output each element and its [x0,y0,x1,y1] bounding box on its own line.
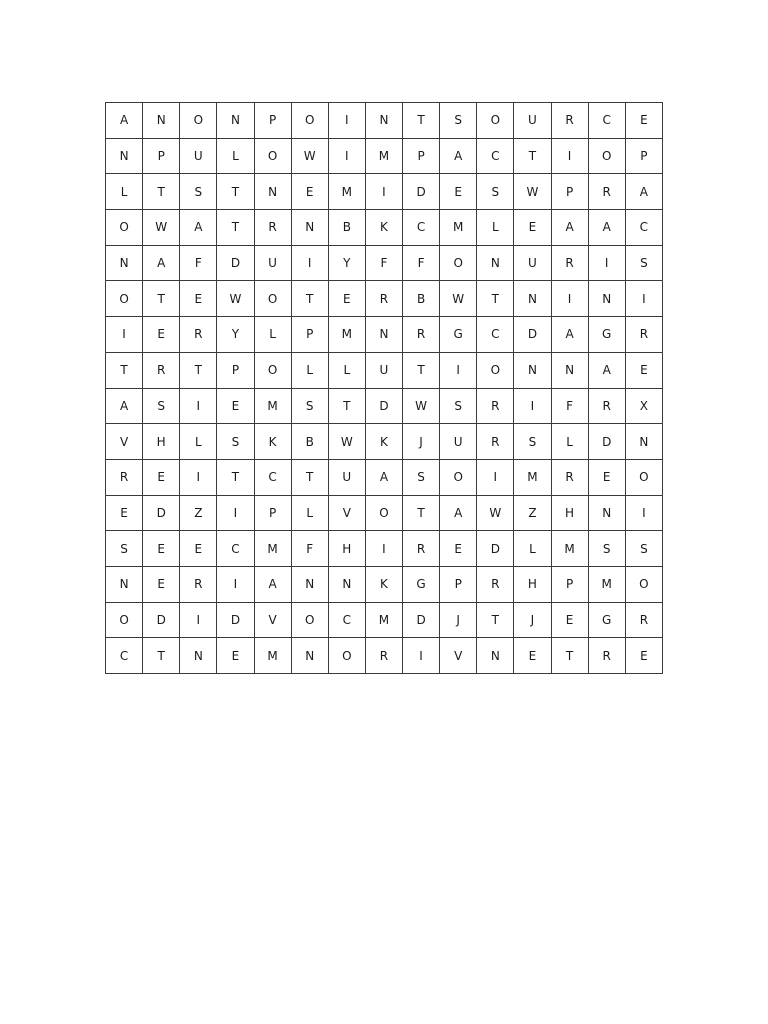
grid-cell: W [328,424,365,460]
grid-cell: V [254,602,291,638]
grid-cell: E [143,531,180,567]
grid-cell: B [291,424,328,460]
grid-cell: E [328,281,365,317]
grid-cell: I [365,174,402,210]
grid-cell: N [106,245,143,281]
grid-cell: D [514,317,551,353]
grid-cell: A [106,103,143,139]
grid-cell: E [143,317,180,353]
word-search-grid [105,102,663,674]
grid-cell: C [254,459,291,495]
grid-cell: E [180,281,217,317]
grid-cell: A [440,495,477,531]
grid-cell: I [328,138,365,174]
grid-cell: G [588,317,625,353]
grid-cell: R [106,459,143,495]
grid-cell: N [551,352,588,388]
grid-cell: H [328,531,365,567]
grid-cell: R [551,459,588,495]
grid-cell: J [403,424,440,460]
grid-row [106,459,663,495]
grid-cell: L [514,531,551,567]
grid-cell: M [551,531,588,567]
grid-cell: A [625,174,662,210]
grid-row [106,352,663,388]
grid-cell: I [217,566,254,602]
grid-cell: L [291,495,328,531]
grid-row [106,174,663,210]
grid-cell: N [588,281,625,317]
grid-cell: G [588,602,625,638]
grid-cell: P [551,566,588,602]
grid-cell: O [106,281,143,317]
grid-cell: U [440,424,477,460]
grid-cell: E [217,638,254,674]
grid-cell: M [254,531,291,567]
grid-cell: R [365,638,402,674]
grid-cell: R [180,317,217,353]
grid-cell: R [365,281,402,317]
grid-cell: T [403,352,440,388]
grid-cell: U [514,103,551,139]
grid-cell: T [217,210,254,246]
grid-cell: S [440,103,477,139]
grid-cell: R [403,317,440,353]
grid-cell: Z [180,495,217,531]
grid-cell: A [254,566,291,602]
grid-cell: O [625,459,662,495]
grid-cell: C [106,638,143,674]
grid-cell: T [403,495,440,531]
grid-cell: K [365,210,402,246]
grid-cell: E [106,495,143,531]
grid-cell: O [477,103,514,139]
grid-row [106,138,663,174]
grid-cell: K [365,566,402,602]
grid-cell: B [328,210,365,246]
grid-cell: S [477,174,514,210]
grid-cell: I [551,281,588,317]
grid-cell: E [625,103,662,139]
grid-cell: N [106,566,143,602]
grid-cell: A [365,459,402,495]
grid-cell: C [625,210,662,246]
grid-cell: N [514,352,551,388]
grid-row [106,103,663,139]
grid-cell: L [106,174,143,210]
grid-cell: T [328,388,365,424]
grid-cell: E [625,352,662,388]
grid-cell: E [551,602,588,638]
grid-cell: O [328,638,365,674]
grid-cell: M [328,174,365,210]
grid-cell: A [551,317,588,353]
grid-cell: P [254,103,291,139]
grid-cell: N [291,210,328,246]
grid-cell: W [143,210,180,246]
grid-cell: P [291,317,328,353]
grid-cell: C [403,210,440,246]
grid-cell: H [551,495,588,531]
grid-cell: K [254,424,291,460]
grid-cell: L [551,424,588,460]
grid-row [106,388,663,424]
grid-cell: R [477,388,514,424]
grid-cell: Z [514,495,551,531]
grid-cell: T [180,352,217,388]
grid-cell: E [514,638,551,674]
grid-cell: T [291,459,328,495]
grid-cell: A [180,210,217,246]
grid-cell: U [180,138,217,174]
grid-cell: C [477,138,514,174]
grid-cell: A [440,138,477,174]
grid-cell: N [365,317,402,353]
grid-cell: B [403,281,440,317]
grid-cell: N [365,103,402,139]
grid-cell: P [440,566,477,602]
grid-cell: L [254,317,291,353]
grid-cell: T [551,638,588,674]
grid-cell: S [106,531,143,567]
grid-cell: O [625,566,662,602]
grid-cell: S [625,531,662,567]
grid-cell: T [403,103,440,139]
grid-cell: R [588,388,625,424]
grid-cell: U [514,245,551,281]
grid-cell: P [551,174,588,210]
grid-cell: C [217,531,254,567]
grid-cell: R [588,638,625,674]
grid-cell: T [143,174,180,210]
grid-cell: L [328,352,365,388]
grid-cell: I [514,388,551,424]
grid-cell: I [365,531,402,567]
grid-cell: M [328,317,365,353]
grid-cell: L [477,210,514,246]
grid-row [106,495,663,531]
grid-cell: E [143,566,180,602]
grid-cell: T [477,602,514,638]
grid-cell: L [291,352,328,388]
grid-cell: Y [217,317,254,353]
grid-cell: O [106,602,143,638]
grid-cell: H [143,424,180,460]
grid-row [106,424,663,460]
grid-cell: F [403,245,440,281]
grid-cell: P [254,495,291,531]
grid-cell: I [328,103,365,139]
grid-cell: F [291,531,328,567]
grid-cell: M [514,459,551,495]
grid-cell: W [217,281,254,317]
grid-cell: S [180,174,217,210]
grid-cell: R [551,103,588,139]
grid-cell: O [477,352,514,388]
grid-cell: E [180,531,217,567]
grid-cell: D [217,245,254,281]
grid-cell: P [217,352,254,388]
grid-cell: R [588,174,625,210]
grid-cell: I [625,495,662,531]
grid-cell: S [217,424,254,460]
grid-cell: U [365,352,402,388]
grid-cell: N [143,103,180,139]
grid-cell: T [143,281,180,317]
grid-cell: V [328,495,365,531]
grid-cell: N [217,103,254,139]
grid-cell: M [588,566,625,602]
grid-cell: J [440,602,477,638]
grid-cell: I [625,281,662,317]
grid-cell: R [477,424,514,460]
grid-cell: N [477,245,514,281]
grid-cell: O [180,103,217,139]
grid-cell: I [403,638,440,674]
grid-cell: E [291,174,328,210]
grid-cell: M [254,388,291,424]
grid-row [106,210,663,246]
grid-cell: H [514,566,551,602]
grid-cell: I [477,459,514,495]
grid-cell: T [217,459,254,495]
grid-cell: N [106,138,143,174]
grid-cell: O [440,459,477,495]
grid-cell: N [625,424,662,460]
grid-cell: W [477,495,514,531]
grid-cell: W [514,174,551,210]
grid-row [106,602,663,638]
grid-cell: J [514,602,551,638]
grid-row [106,317,663,353]
grid-cell: D [143,495,180,531]
grid-cell: O [588,138,625,174]
grid-cell: D [365,388,402,424]
grid-cell: E [588,459,625,495]
grid-cell: T [106,352,143,388]
grid-cell: P [403,138,440,174]
grid-cell: A [551,210,588,246]
grid-cell: O [440,245,477,281]
grid-cell: N [514,281,551,317]
grid-cell: O [254,138,291,174]
grid-cell: A [143,245,180,281]
grid-cell: M [365,138,402,174]
grid-cell: D [477,531,514,567]
grid-cell: R [403,531,440,567]
grid-cell: A [106,388,143,424]
grid-cell: S [143,388,180,424]
grid-cell: I [440,352,477,388]
grid-cell: P [625,138,662,174]
grid-cell: A [588,352,625,388]
grid-cell: R [254,210,291,246]
grid-cell: S [625,245,662,281]
grid-cell: E [217,388,254,424]
grid-cell: I [180,602,217,638]
grid-cell: R [551,245,588,281]
grid-cell: N [291,566,328,602]
grid-cell: Y [328,245,365,281]
grid-cell: L [217,138,254,174]
grid-cell: G [440,317,477,353]
grid-cell: N [328,566,365,602]
grid-cell: E [143,459,180,495]
grid-row [106,638,663,674]
grid-cell: R [477,566,514,602]
grid-cell: T [291,281,328,317]
grid-cell: E [625,638,662,674]
grid-cell: I [180,388,217,424]
grid-cell: N [477,638,514,674]
grid-cell: S [514,424,551,460]
grid-cell: D [403,174,440,210]
grid-row [106,566,663,602]
grid-row [106,281,663,317]
grid-cell: T [217,174,254,210]
grid-cell: N [254,174,291,210]
grid-cell: X [625,388,662,424]
grid-cell: D [403,602,440,638]
grid-cell: S [403,459,440,495]
grid-cell: F [365,245,402,281]
grid-cell: O [106,210,143,246]
grid-cell: W [291,138,328,174]
grid-cell: I [180,459,217,495]
grid-cell: C [328,602,365,638]
grid-cell: U [254,245,291,281]
grid-cell: R [625,602,662,638]
grid-cell: F [551,388,588,424]
grid-cell: I [588,245,625,281]
grid-row [106,245,663,281]
grid-cell: O [291,602,328,638]
grid-cell: P [143,138,180,174]
grid-cell: V [440,638,477,674]
grid-cell: O [365,495,402,531]
grid-cell: N [588,495,625,531]
grid-cell: E [440,531,477,567]
grid-cell: I [551,138,588,174]
grid-cell: N [180,638,217,674]
grid-cell: T [143,638,180,674]
grid-cell: S [291,388,328,424]
grid-cell: A [588,210,625,246]
grid-cell: W [403,388,440,424]
grid-row [106,531,663,567]
grid-cell: C [477,317,514,353]
grid-cell: D [217,602,254,638]
grid-cell: F [180,245,217,281]
grid-cell: R [180,566,217,602]
grid-cell: C [588,103,625,139]
grid-cell: O [291,103,328,139]
grid-cell: R [143,352,180,388]
grid-cell: T [477,281,514,317]
grid-cell: E [514,210,551,246]
grid-cell: D [588,424,625,460]
grid-cell: S [588,531,625,567]
grid-cell: M [440,210,477,246]
grid-cell: O [254,352,291,388]
grid-cell: D [143,602,180,638]
grid-cell: I [291,245,328,281]
grid-cell: S [440,388,477,424]
grid-cell: I [217,495,254,531]
grid-cell: T [514,138,551,174]
grid-cell: G [403,566,440,602]
grid-cell: L [180,424,217,460]
grid-cell: M [365,602,402,638]
word-search-grid-body [106,103,663,674]
grid-cell: K [365,424,402,460]
grid-cell: E [440,174,477,210]
grid-cell: M [254,638,291,674]
grid-cell: V [106,424,143,460]
grid-cell: N [291,638,328,674]
grid-cell: W [440,281,477,317]
grid-cell: R [625,317,662,353]
grid-cell: U [328,459,365,495]
grid-cell: I [106,317,143,353]
grid-cell: O [254,281,291,317]
